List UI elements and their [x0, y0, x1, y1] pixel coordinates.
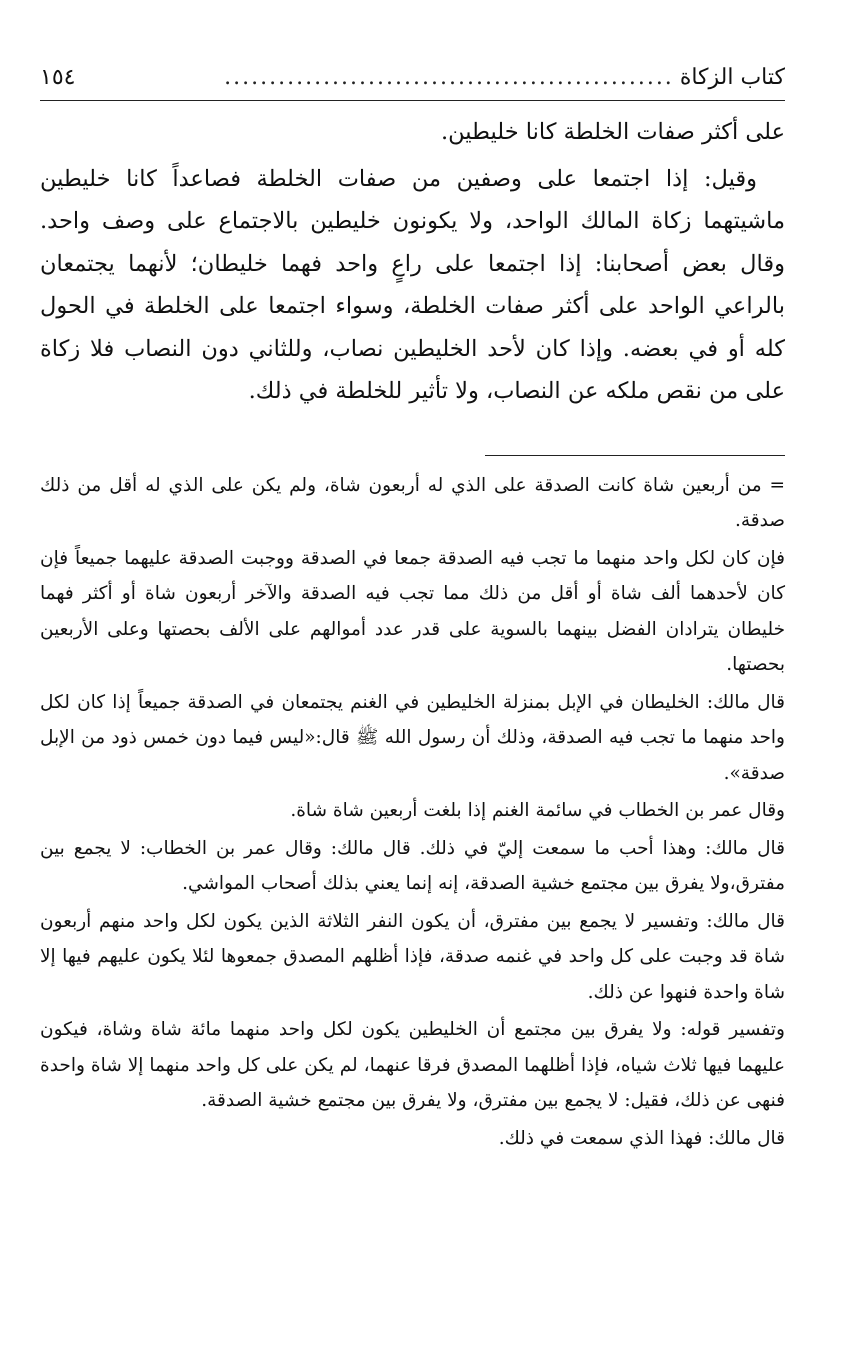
footnote-paragraph: وقال عمر بن الخطاب في سائمة الغنم إذا بلغت أربعين شاة شاة. [290, 800, 785, 821]
header-leader-dots: .................................................. [224, 65, 674, 90]
body-paragraph: على أكثر صفات الخلطة كانا خليطين. [440, 119, 785, 145]
footnote-paragraph: فإن كان لكل واحد منهما ما تجب فيه الصدقة جمعا في الصدقة ووجبت الصدقة عليهما جميعاً فإن كان لأحدهما ألف شاة أو أقل من ذلك مما تجب فيه الصدقة والآخر أربعون شاة أو أكثر فهما خليطان يترادان الفضل بينهما بالسوية على قدر عدد أموالهم على الألف بحصتها وعلى الأربعين بحصتها. [40, 547, 785, 675]
footnote-paragraph: قال مالك: فهذا الذي سمعت في ذلك. [498, 1127, 785, 1149]
footnote-paragraph: قال مالك: الخليطان في الإبل بمنزلة الخليطين في الغنم يجتمعان في الصدقة جميعاً إذا كان لكل واحد منهما ما تجب فيه الصدقة، وذلك أن رسول الله ﷺ قال:«ليس فيما دون خمس ذود من الإبل صدقة». [40, 691, 785, 784]
main-text [40, 111, 785, 413]
footnote-separator [485, 455, 785, 456]
footnotes [40, 468, 785, 1157]
running-header [40, 60, 785, 101]
page-number: ١٥٤ [40, 65, 76, 90]
footnote-paragraph: قال مالك: وتفسير لا يجمع بين مفترق، أن يكون النفر الثلاثة الذين يكون لكل واحد منهم أربعون شاة قد وجبت على كل واحد في غنمه صدقة، فإذا أظلهم المصدق جمعوها لئلا يكون عليهم فيها إلا شاة واحدة فنهوا عن ذلك. [40, 910, 785, 1003]
footnote-paragraph: قال مالك: وهذا أحب ما سمعت إليّ في ذلك. قال مالك: وقال عمر بن الخطاب: لا يجمع بين مفترق،ولا يفرق بين مجتمع خشية الصدقة، إنه إنما يعني بذلك أصحاب المواشي. [40, 837, 785, 894]
book-page [40, 60, 785, 1158]
footnote-paragraph: = من أربعين شاة كانت الصدقة على الذي له أربعون شاة، ولم يكن على الذي له أقل من ذلك صدقة. [40, 474, 785, 531]
header-title: كتاب الزكاة [679, 65, 785, 90]
body-paragraph: وقيل: إذا اجتمعا على وصفين من صفات الخلطة فصاعداً كانا خليطين ماشيتهما زكاة المالك الواحد، ولا يكونون خليطين بالاجتماع على وصف واحد. وقال بعض أصحابنا: إذا اجتمعا على راعٍ واحد فهما خليطان؛ لأنهما يجتمعان بالراعي الواحد على أكثر صفات الخلطة، وسواء اجتمعا على الخلطة في الحول كله أو في بعضه. وإذا كان لأحد الخليطين نصاب، وللثاني دون النصاب فلا زكاة على من نقص ملكه عن النصاب، ولا تأثير للخلطة في ذلك. [40, 165, 785, 404]
footnote-paragraph: وتفسير قوله: ولا يفرق بين مجتمع أن الخليطين يكون لكل واحد منهما مائة شاة وشاة، فيكون عليهما فيها ثلاث شياه، فإذا أظلهما المصدق فرقا عنهما، لم يكن على كل واحد منهما إلا شاة واحدة فنهى عن ذلك، فقيل: لا يجمع بين مفترق، ولا يفرق بين مجتمع خشية الصدقة. [40, 1019, 785, 1111]
